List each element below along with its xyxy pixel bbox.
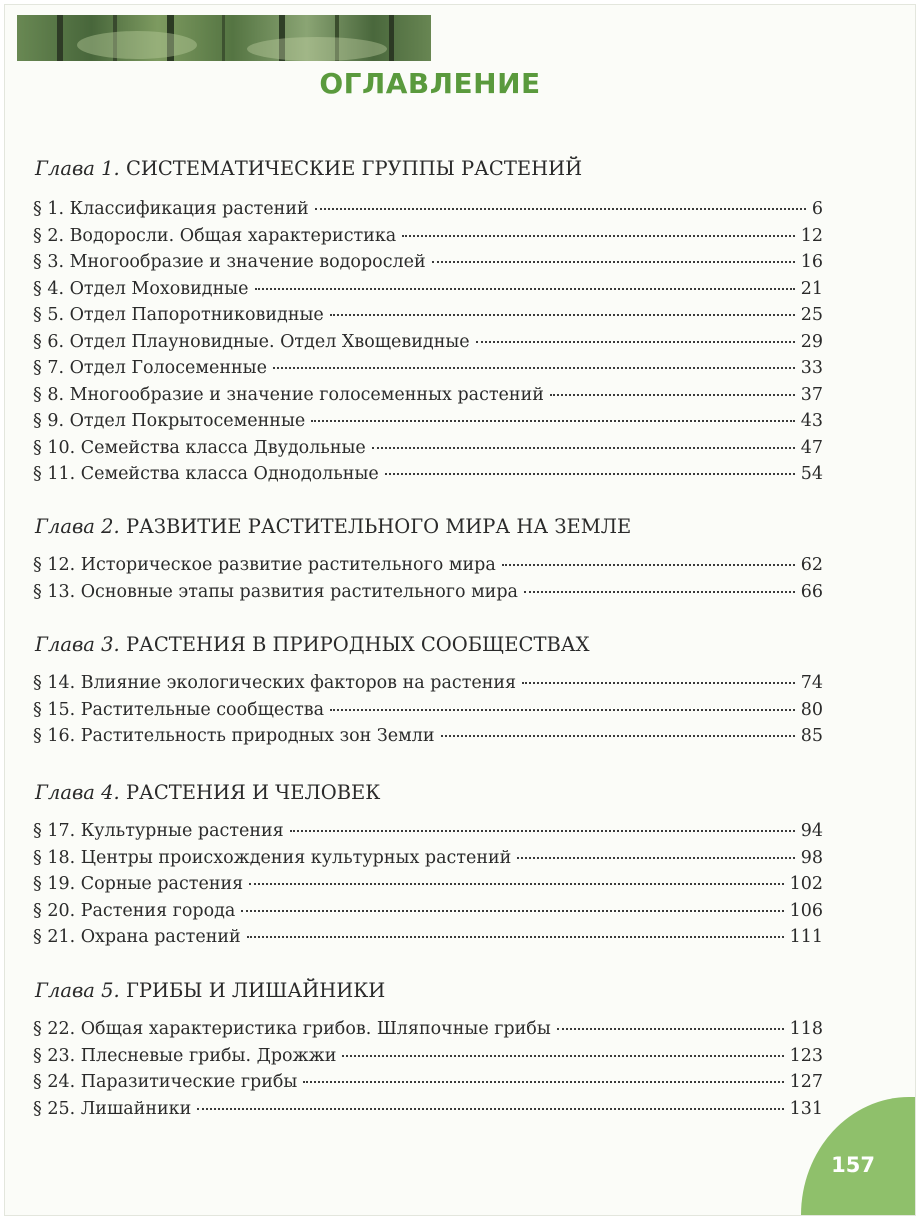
section-label: § 20. Растения города (33, 900, 236, 921)
chapter-heading (35, 515, 631, 538)
forest-photo-banner (17, 15, 431, 61)
dot-leader (550, 394, 795, 396)
chapter-number: Глава 3. (35, 633, 120, 656)
dot-leader (342, 1055, 783, 1057)
section-label: § 13. Основные этапы развития растительного мира (33, 581, 518, 602)
chapter-number: Глава 4. (35, 781, 120, 804)
dot-leader (372, 447, 795, 449)
toc-entry (33, 464, 823, 491)
toc-entry (33, 252, 823, 279)
dot-leader (241, 910, 783, 912)
section-label: § 17. Культурные растения (33, 821, 284, 841)
chapter-heading (35, 157, 582, 180)
section-label: § 8. Многообразие и значение голосеменных растений (33, 384, 544, 405)
dot-leader (402, 235, 795, 237)
section-page-number: 85 (800, 726, 823, 746)
section-page-number: 80 (800, 699, 823, 720)
chapter-title: РАСТЕНИЯ В ПРИРОДНЫХ СООБЩЕСТВАХ (125, 633, 590, 656)
section-page-number: 43 (800, 411, 823, 431)
chapter-number: Глава 1. (35, 157, 120, 180)
section-label: § 15. Растительные сообщества (33, 699, 325, 720)
dot-leader (290, 830, 795, 832)
section-page-number: 94 (800, 821, 823, 841)
section-label: § 1. Классификация растений (33, 199, 309, 219)
chapter-heading (35, 633, 589, 656)
section-label: § 6. Отдел Плауновидные. Отдел Хвощевидные (33, 331, 470, 352)
chapter-heading (35, 781, 380, 804)
dot-leader (247, 936, 784, 938)
toc-entry (33, 411, 823, 438)
section-page-number: 25 (800, 305, 823, 325)
dot-leader (197, 1108, 783, 1110)
toc-entry (33, 874, 823, 901)
dot-leader (441, 735, 795, 737)
dot-leader (476, 341, 795, 343)
section-page-number: 16 (800, 252, 823, 272)
toc-entry (33, 226, 823, 253)
page-number: 157 (831, 1153, 875, 1177)
toc-entry (33, 1019, 823, 1046)
section-page-number: 111 (789, 927, 823, 947)
section-label: § 7. Отдел Голосеменные (33, 358, 267, 378)
chapter-heading (35, 979, 385, 1002)
chapter-title: СИСТЕМАТИЧЕСКИЕ ГРУППЫ РАСТЕНИЙ (125, 157, 583, 180)
section-page-number: 123 (789, 1045, 823, 1066)
section-label: § 19. Сорные растения (33, 874, 244, 894)
section-label: § 22. Общая характеристика грибов. Шляпочные грибы (33, 1019, 551, 1039)
toc-entry (33, 1072, 823, 1099)
section-page-number: 106 (789, 900, 823, 921)
section-label: § 9. Отдел Покрытосеменные (33, 411, 306, 431)
section-label: § 3. Многообразие и значение водорослей (33, 252, 426, 272)
section-label: § 2. Водоросли. Общая характеристика (33, 225, 397, 246)
dot-leader (311, 420, 794, 422)
toc-entry (33, 385, 823, 412)
toc-heading: ОГЛАВЛЕНИЕ (319, 67, 541, 100)
chapter-title: ГРИБЫ И ЛИШАЙНИКИ (125, 979, 386, 1002)
toc-entry (33, 199, 823, 226)
dot-leader (255, 288, 795, 290)
section-page-number: 127 (789, 1072, 823, 1092)
section-label: § 24. Паразитические грибы (33, 1072, 298, 1092)
section-page-number: 37 (800, 384, 823, 405)
toc-entry (33, 279, 823, 306)
chapter-title: РАСТЕНИЯ И ЧЕЛОВЕК (125, 781, 381, 804)
toc-entry (33, 673, 823, 700)
section-page-number: 6 (811, 199, 823, 219)
dot-leader (517, 857, 794, 859)
dot-leader (502, 564, 795, 566)
book-page (4, 4, 916, 1216)
section-page-number: 12 (800, 225, 823, 246)
section-page-number: 47 (800, 437, 823, 458)
section-page-number: 118 (789, 1019, 823, 1039)
section-label: § 21. Охрана растений (33, 927, 241, 947)
toc-entry (33, 821, 823, 848)
dot-leader (303, 1081, 783, 1083)
section-label: § 12. Историческое развитие растительного мира (33, 555, 496, 575)
section-label: § 11. Семейства класса Однодольные (33, 464, 379, 484)
section-label: § 16. Растительность природных зон Земли (33, 726, 435, 746)
dot-leader (522, 682, 795, 684)
toc-entry (33, 726, 823, 753)
toc-entry (33, 848, 823, 875)
section-label: § 23. Плесневые грибы. Дрожжи (33, 1045, 337, 1066)
section-page-number: 33 (800, 358, 823, 378)
toc-entry (33, 700, 823, 727)
section-label: § 25. Лишайники (33, 1098, 192, 1119)
toc-entry (33, 1099, 823, 1126)
toc-entry (33, 305, 823, 332)
toc-entry (33, 358, 823, 385)
chapter-number: Глава 2. (35, 515, 120, 538)
section-page-number: 102 (789, 874, 823, 894)
section-label: § 18. Центры происхождения культурных растений (33, 847, 512, 868)
section-page-number: 29 (800, 331, 823, 352)
toc-entry (33, 582, 823, 609)
dot-leader (330, 314, 795, 316)
chapter-number: Глава 5. (35, 979, 120, 1002)
dot-leader (249, 883, 783, 885)
toc-entry (33, 555, 823, 582)
section-label: § 10. Семейства класса Двудольные (33, 437, 366, 458)
section-label: § 5. Отдел Папоротниковидные (33, 305, 324, 325)
section-page-number: 21 (800, 278, 823, 299)
section-label: § 14. Влияние экологических факторов на растения (33, 673, 517, 693)
chapter-title: РАЗВИТИЕ РАСТИТЕЛЬНОГО МИРА НА ЗЕМЛЕ (125, 515, 632, 538)
dot-leader (273, 367, 795, 369)
section-page-number: 74 (800, 673, 823, 693)
section-page-number: 62 (800, 555, 823, 575)
dot-leader (557, 1028, 784, 1030)
section-page-number: 131 (789, 1098, 823, 1119)
dot-leader (330, 709, 795, 711)
dot-leader (315, 208, 806, 210)
section-page-number: 54 (800, 464, 823, 484)
toc-entry (33, 927, 823, 954)
section-page-number: 98 (800, 847, 823, 868)
toc-entry (33, 1046, 823, 1073)
toc-entry (33, 901, 823, 928)
section-page-number: 66 (800, 581, 823, 602)
dot-leader (432, 261, 795, 263)
dot-leader (385, 473, 795, 475)
toc-entry (33, 332, 823, 359)
dot-leader (524, 591, 795, 593)
toc-entry (33, 438, 823, 465)
section-label: § 4. Отдел Моховидные (33, 278, 249, 299)
